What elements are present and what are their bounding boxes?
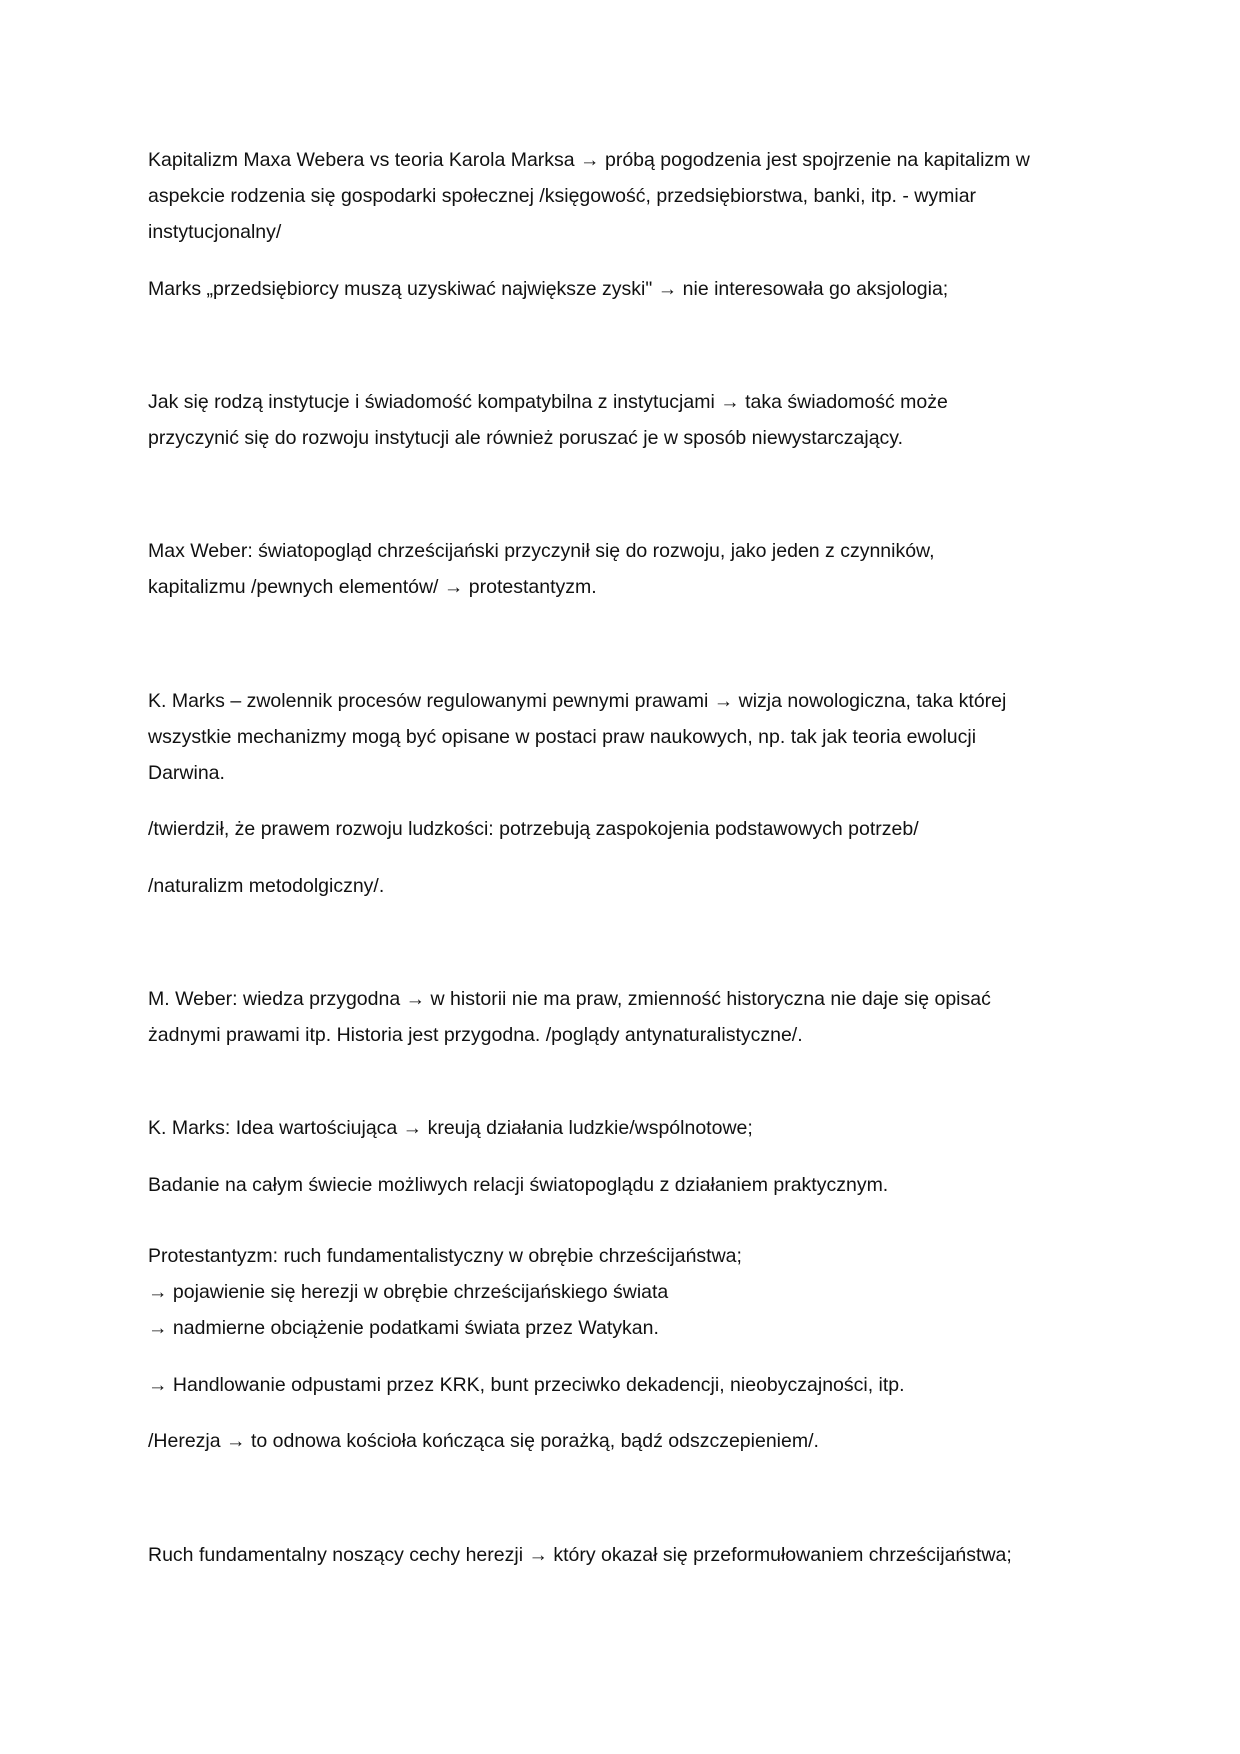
text-line: Darwina. [148, 762, 225, 784]
text-line: przyczynić się do rozwoju instytucji ale również poruszać je w sposób niewystarczający. [148, 427, 904, 449]
text-line: /twierdził, że prawem rozwoju ludzkości: potrzebują zaspokojenia podstawowych potrzeb/ [148, 818, 919, 840]
text-line: wszystkie mechanizmy mogą być opisane w postaci praw naukowych, np. tak jak teoria ewolucji [148, 726, 977, 748]
text-line: Marks „przedsiębiorcy muszą uzyskiwać największe zyski" → nie interesowała go aksjologia; [148, 278, 949, 300]
text-line: /naturalizm metodolgiczny/. [148, 875, 385, 897]
text-line: → nadmierne obciążenie podatkami świata przez Watykan. [148, 1317, 659, 1339]
text-line: Jak się rodzą instytucje i świadomość kompatybilna z instytucjami → taka świadomość może [148, 391, 948, 413]
text-line: Max Weber: światopogląd chrześcijański przyczynił się do rozwoju, jako jeden z czynników, [148, 540, 935, 562]
text-line: Badanie na całym świecie możliwych relacji światopoglądu z działaniem praktycznym. [148, 1174, 889, 1196]
text-line: Ruch fundamentalny noszący cechy herezji → który okazał się przeformułowaniem chrześcijaństwa; [148, 1544, 1012, 1566]
text-line: K. Marks: Idea wartościująca → kreują działania ludzkie/wspólnotowe; [148, 1117, 753, 1139]
text-line: instytucjonalny/ [148, 221, 282, 243]
text-line: /Herezja → to odnowa kościoła kończąca się porażką, bądź odszczepieniem/. [148, 1430, 819, 1452]
text-line: M. Weber: wiedza przygodna → w historii nie ma praw, zmienność historyczna nie daje się opisać [148, 988, 991, 1010]
text-line: K. Marks – zwolennik procesów regulowanymi pewnymi prawami → wizja nowologiczna, taka której [148, 690, 1007, 712]
text-line: Kapitalizm Maxa Webera vs teoria Karola Marksa → próbą pogodzenia jest spojrzenie na kapitalizm w [148, 149, 1030, 171]
text-line: → pojawienie się herezji w obrębie chrześcijańskiego świata [148, 1281, 669, 1303]
text-line: → Handlowanie odpustami przez KRK, bunt przeciwko dekadencji, nieobyczajności, itp. [148, 1374, 905, 1396]
text-line: żadnymi prawami itp. Historia jest przygodna. /poglądy antynaturalistyczne/. [148, 1024, 803, 1046]
text-line: Protestantyzm: ruch fundamentalistyczny w obrębie chrześcijaństwa; [148, 1245, 742, 1267]
text-line: aspekcie rodzenia się gospodarki społecznej /księgowość, przedsiębiorstwa, banki, itp. - wymiar [148, 185, 977, 207]
text-line: kapitalizmu /pewnych elementów/ → protestantyzm. [148, 576, 597, 598]
